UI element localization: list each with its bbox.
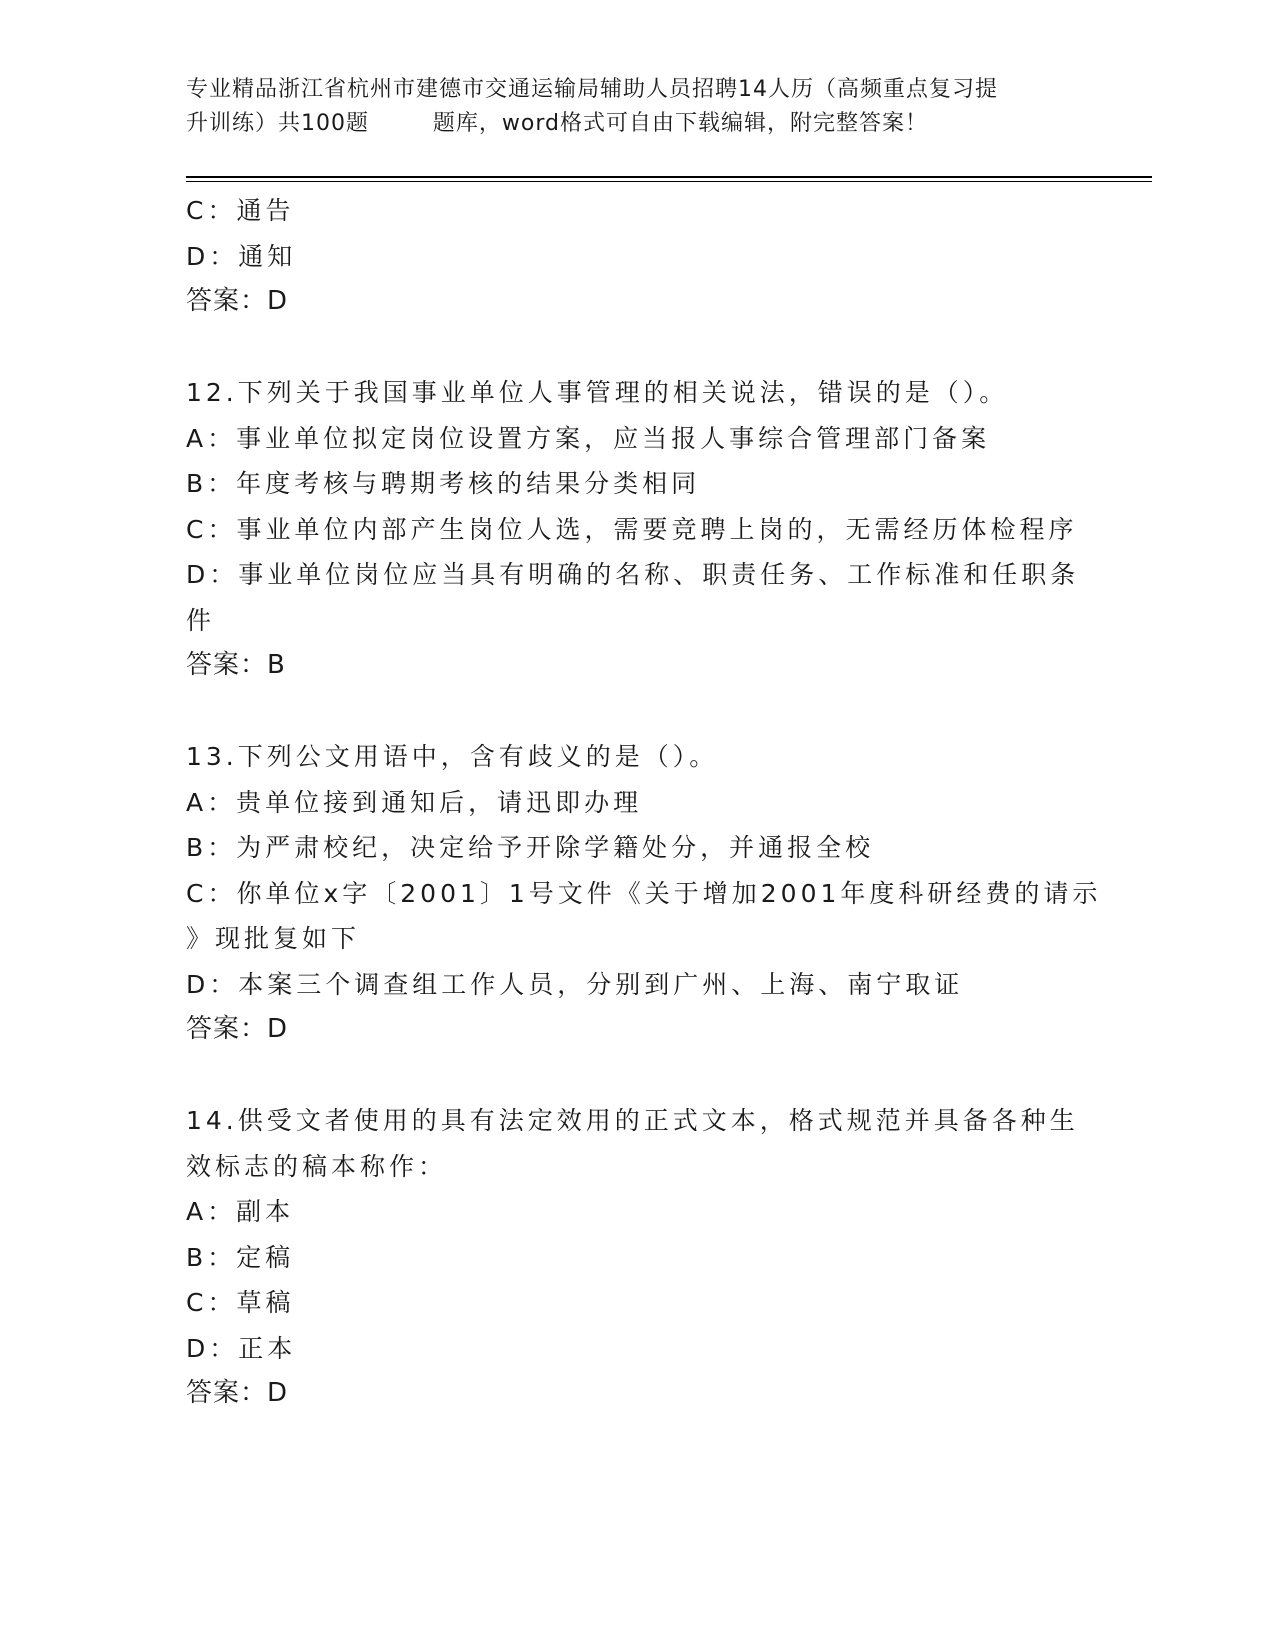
question-12 <box>186 370 1080 689</box>
question-13 <box>186 734 1102 1053</box>
option-a: A：副本 <box>186 1197 295 1226</box>
option-a: A：事业单位拟定岗位设置方案，应当报人事综合管理部门备案 <box>186 423 991 453</box>
option-d: D：本案三个调查组工作人员，分别到广州、上海、南宁取证 <box>186 969 964 999</box>
option-c: C：通告 <box>186 196 295 225</box>
spacer <box>186 1053 1076 1099</box>
option-a: A：贵单位接到通知后，请迅即办理 <box>186 787 643 817</box>
question-stem-line-1: 14.供受文者使用的具有法定效用的正式文本，格式规范并具备各种生 <box>186 1106 1079 1135</box>
answer-line: 答案：D <box>186 1378 289 1408</box>
spacer <box>186 325 1076 371</box>
question-stem: 13.下列公文用语中，含有歧义的是（）。 <box>186 742 719 771</box>
answer-line: 答案：D <box>186 286 289 316</box>
option-c-line-1: C：你单位x字〔2001〕1号文件《关于增加2001年度科研经费的请示 <box>186 878 1102 908</box>
header-title-line-2: 升训练）共100题 题库，word格式可自由下载编辑，附完整答案！ <box>186 111 929 136</box>
question-stem-line-2: 效标志的稿本称作： <box>186 1151 448 1181</box>
option-c: C：事业单位内部产生岗位人选，需要竞聘上岗的，无需经历体检程序 <box>186 514 1078 544</box>
answer-line: 答案：B <box>186 650 286 680</box>
option-d: D：通知 <box>186 241 297 271</box>
header-divider-thick <box>186 176 1152 178</box>
option-c-line-2: 》现批复如下 <box>186 924 361 953</box>
page-header <box>186 73 1076 141</box>
option-b: B：定稿 <box>186 1242 295 1272</box>
question-stem: 12.下列关于我国事业单位人事管理的相关说法，错误的是（）。 <box>186 378 1009 407</box>
option-b: B：年度考核与聘期考核的结果分类相同 <box>186 469 701 498</box>
header-title-line-1: 专业精品浙江省杭州市建德市交通运输局辅助人员招聘14人历（高频重点复习提 <box>186 77 998 102</box>
option-d-line-2: 件 <box>186 605 216 635</box>
question-list <box>186 188 1102 1417</box>
option-b: B：为严肃校纪，决定给予开除学籍处分，并通报全校 <box>186 833 875 862</box>
spacer <box>186 689 1076 735</box>
question-14 <box>186 1098 1079 1417</box>
option-d: D：正本 <box>186 1333 297 1363</box>
answer-line: 答案：D <box>186 1014 289 1044</box>
header-divider-thin <box>186 181 1152 182</box>
option-c: C：草稿 <box>186 1288 295 1317</box>
option-d-line-1: D：事业单位岗位应当具有明确的名称、职责任务、工作标准和任职条 <box>186 560 1080 589</box>
question-11-tail <box>186 188 1076 325</box>
